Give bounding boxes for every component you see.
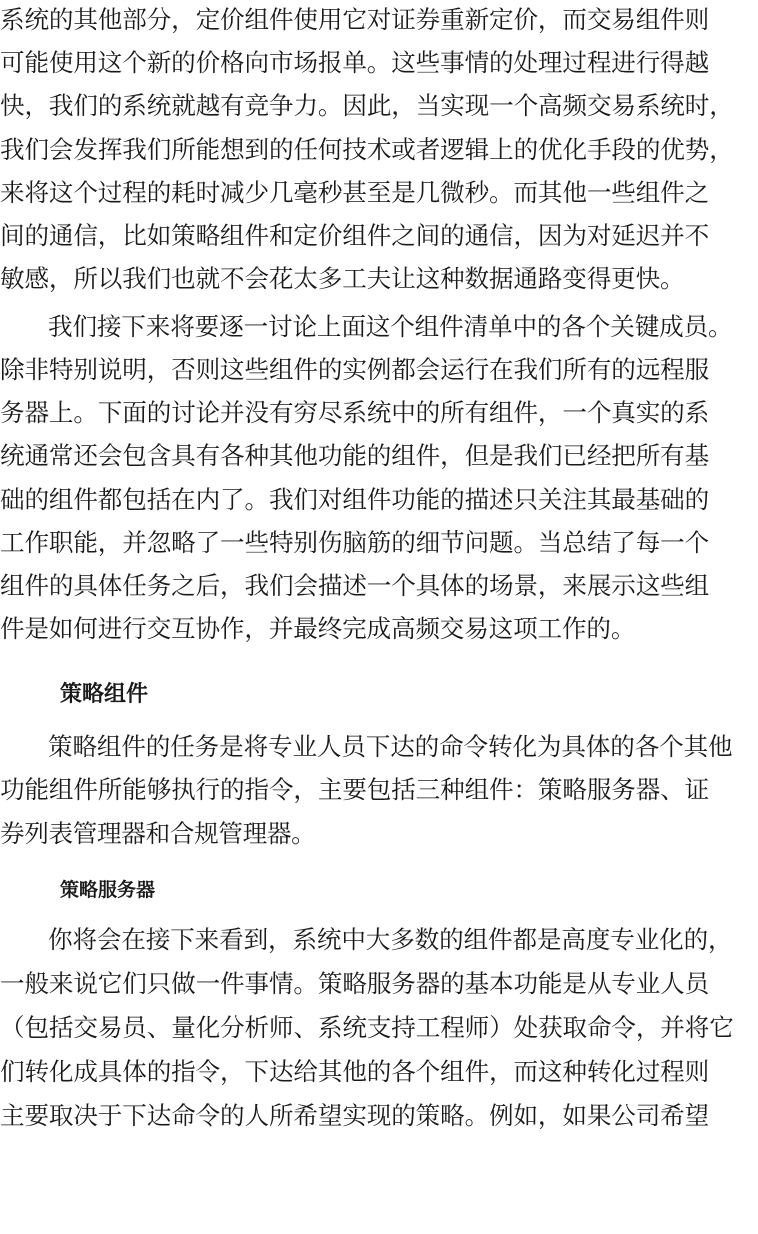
section-heading: 策略组件: [60, 682, 149, 707]
text-line: 系统的其他部分，定价组件使用它对证券重新定价，而交易组件则: [0, 5, 710, 34]
text-line: 来将这个过程的耗时减少几毫秒甚至是几微秒。而其他一些组件之: [0, 178, 710, 207]
text-line: 工作职能，并忽略了一些特别伤脑筋的细节问题。当总结了每一个: [0, 528, 710, 557]
text-line: 快，我们的系统就越有竞争力。因此，当实现一个高频交易系统时，: [0, 91, 734, 120]
text-line: （包括交易员、量化分析师、系统支持工程师）处获取命令，并将它: [0, 1013, 734, 1042]
text-line: 们转化成具体的指令，下达给其他的各个组件，而这种转化过程则: [0, 1057, 710, 1086]
text-line: 组件的具体任务之后，我们会描述一个具体的场景，来展示这些组: [0, 571, 710, 600]
text-line: 间的通信，比如策略组件和定价组件之间的通信，因为对延迟并不: [0, 221, 710, 250]
text-line: 一般来说它们只做一件事情。策略服务器的基本功能是从专业人员: [0, 969, 710, 998]
text-line: 策略组件的任务是将专业人员下达的命令转化为具体的各个其他: [48, 732, 733, 761]
subsection-heading: 策略服务器: [60, 879, 156, 901]
text-line: 件是如何进行交互协作，并最终完成高频交易这项工作的。: [0, 614, 636, 643]
text-line: 我们会发挥我们所能想到的任何技术或者逻辑上的优化手段的优势，: [0, 135, 734, 164]
text-line: 我们接下来将要逐一讨论上面这个组件清单中的各个关键成员。: [48, 312, 733, 341]
text-line: 券列表管理器和合规管理器。: [0, 819, 316, 848]
text-line: 除非特别说明，否则这些组件的实例都会运行在我们所有的远程服: [0, 355, 710, 384]
text-line: 可能使用这个新的价格向市场报单。这些事情的处理过程进行得越: [0, 48, 710, 77]
text-line: 功能组件所能够执行的指令，主要包括三种组件：策略服务器、证: [0, 775, 710, 804]
text-line: 主要取决于下达命令的人所希望实现的策略。例如，如果公司希望: [0, 1101, 710, 1130]
text-line: 础的组件都包括在内了。我们对组件功能的描述只关注其最基础的: [0, 485, 710, 514]
text-line: 务器上。下面的讨论并没有穷尽系统中的所有组件，一个真实的系: [0, 398, 710, 427]
text-line: 统通常还会包含具有各种其他功能的组件，但是我们已经把所有基: [0, 441, 710, 470]
text-line: 敏感，所以我们也就不会花太多工夫让这种数据通路变得更快。: [0, 264, 685, 293]
text-line: 你将会在接下来看到，系统中大多数的组件都是高度专业化的，: [48, 925, 733, 954]
